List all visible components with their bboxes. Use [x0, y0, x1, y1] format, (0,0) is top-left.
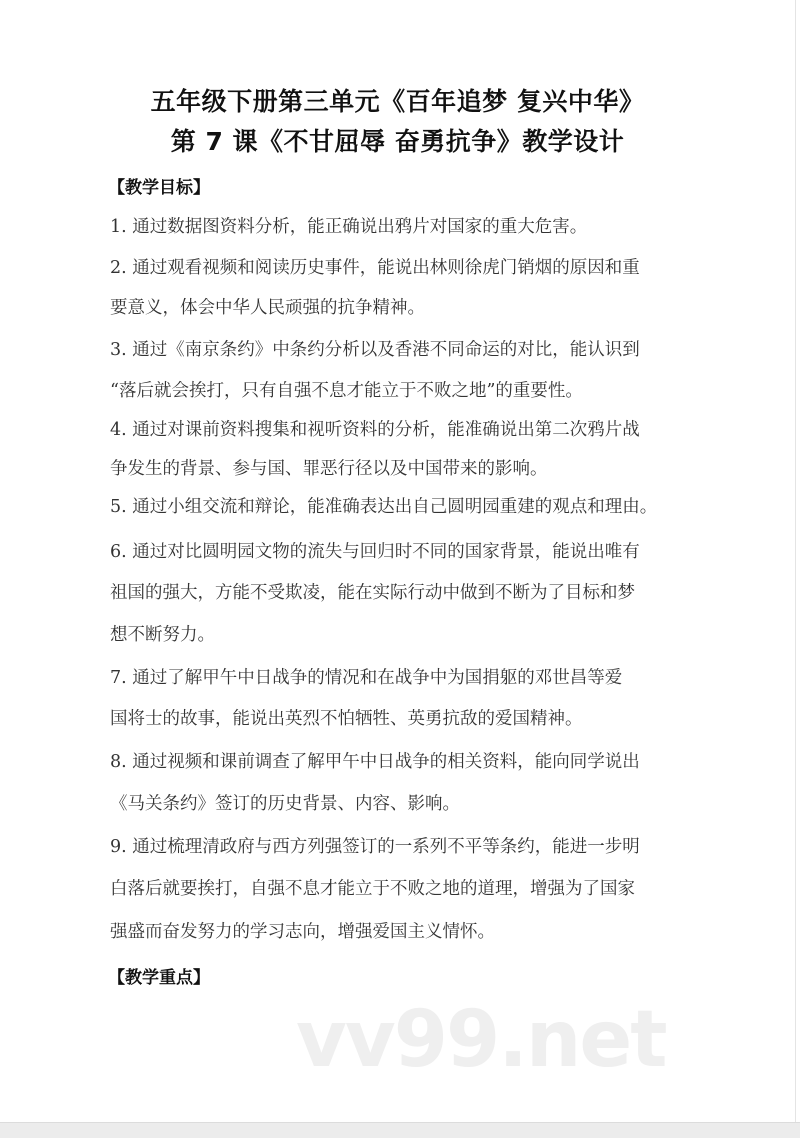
objective-line: 祖国的强大，方能不受欺凌，能在实际行动中做到不断为了目标和梦 [110, 583, 635, 603]
objective-line: 8. 通过视频和课前调查了解甲午中日战争的相关资料，能向同学说出 [110, 752, 640, 772]
document-title-line2: 第 7 课《不甘屈辱 奋勇抗争》教学设计 [170, 127, 625, 156]
page-bottom-edge [0, 1122, 800, 1138]
objective-line: 5. 通过小组交流和辩论，能准确表达出自己圆明园重建的观点和理由。 [110, 497, 658, 517]
objective-line: 想不断努力。 [110, 625, 215, 645]
objective-line: 强盛而奋发努力的学习志向，增强爱国主义情怀。 [110, 922, 495, 942]
objective-line: 6. 通过对比圆明园文物的流失与回归时不同的国家背景，能说出唯有 [110, 542, 640, 562]
section-heading-key-points: 【教学重点】 [108, 968, 210, 988]
objective-line: 9. 通过梳理清政府与西方列强签订的一系列不平等条约，能进一步明 [110, 837, 640, 857]
objective-line: 4. 通过对课前资料搜集和视听资料的分析，能准确说出第二次鸦片战 [110, 420, 640, 440]
objective-line: 1. 通过数据图资料分析，能正确说出鸦片对国家的重大危害。 [110, 217, 588, 237]
objective-line: 2. 通过观看视频和阅读历史事件，能说出林则徐虎门销烟的原因和重 [110, 258, 640, 278]
objective-line: 白落后就要挨打，自强不息才能立于不败之地的道理，增强为了国家 [110, 879, 635, 899]
objective-line: 国将士的故事，能说出英烈不怕牺牲、英勇抗敌的爱国精神。 [110, 709, 583, 729]
objective-line: 7. 通过了解甲午中日战争的情况和在战争中为国捐躯的邓世昌等爱 [110, 668, 623, 688]
section-heading-objectives: 【教学目标】 [108, 178, 210, 198]
objective-line: 要意义，体会中华人民顽强的抗争精神。 [110, 298, 425, 318]
objective-line: 3. 通过《南京条约》中条约分析以及香港不同命运的对比，能认识到 [110, 340, 640, 360]
objective-line: 争发生的背景、参与国、罪恶行径以及中国带来的影响。 [110, 459, 548, 479]
document-title-line1: 五年级下册第三单元《百年追梦 复兴中华》 [150, 87, 645, 116]
objective-line: 《马关条约》签订的历史背景、内容、影响。 [110, 794, 460, 814]
watermark: vv99.net [296, 995, 666, 1085]
objective-line: “落后就会挨打，只有自强不息才能立于不败之地”的重要性。 [110, 381, 583, 401]
